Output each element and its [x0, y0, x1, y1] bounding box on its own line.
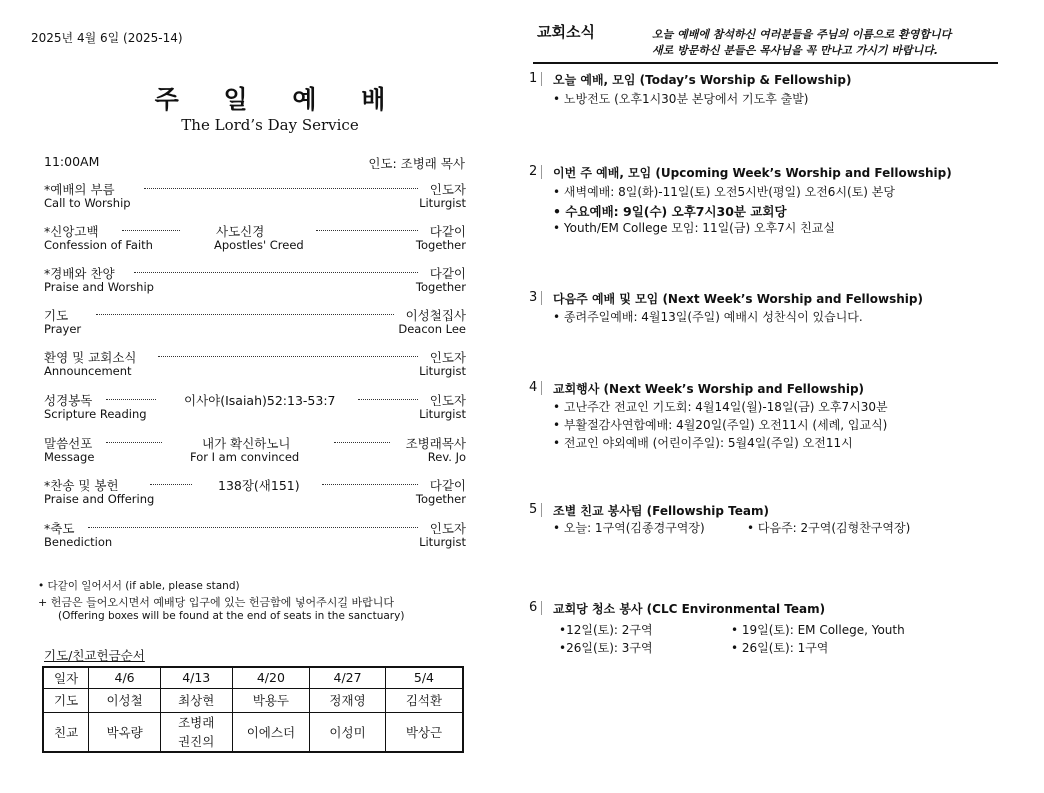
leader-dots [134, 272, 418, 273]
order-item-role-en: Liturgist [419, 407, 466, 421]
list-item: • 고난주간 전교인 기도회: 4월14일(월)-18일(금) 오후7시30분 [553, 400, 888, 414]
table-cell: 박상근 [385, 712, 463, 752]
order-item-center-ko: 이사야(Isaiah)52:13-53:7 [184, 393, 336, 408]
order-item-role-en: Together [415, 238, 466, 252]
order-item-label-ko: 성경봉독 [44, 393, 93, 408]
table-cell: 4/6 [89, 667, 161, 688]
order-item-label-ko: 말씀선포 [44, 436, 93, 451]
table-cell: 박용두 [232, 688, 310, 712]
order-item-label-en: Call to Worship [44, 196, 131, 210]
order-item-benediction [44, 519, 466, 553]
header-divider [533, 62, 998, 64]
section-title: 다음주 예배 및 모임 (Next Week’s Worship and Fellowship) [553, 292, 923, 306]
order-item-announcement [44, 348, 466, 382]
table-cell: 김석환 [385, 688, 463, 712]
order-item-role-en: Rev. Jo [427, 450, 466, 464]
list-item: • 종려주일예배: 4월13일(주일) 예배시 성찬식이 있습니다. [553, 310, 863, 324]
order-item-label-en: Announcement [44, 364, 132, 378]
table-header-row [43, 667, 463, 688]
order-item-role-ko: 이성철집사 [405, 308, 466, 323]
order-item-role-en: Liturgist [419, 535, 466, 549]
order-item-role-en: Deacon Lee [398, 322, 466, 336]
section-title: 교회당 청소 봉사 (CLC Environmental Team) [553, 602, 826, 616]
leader-dots [322, 484, 418, 485]
table-cell-line: 조병래 [178, 714, 215, 730]
order-item-label-ko: *경배와 찬양 [44, 266, 115, 281]
list-item: • Youth/EM College 모임: 11일(금) 오후7시 친교실 [553, 221, 835, 235]
leader-dots [106, 442, 162, 443]
list-item: •12일(토): 2구역 [559, 623, 653, 637]
order-item-role-en: Liturgist [419, 364, 466, 378]
table-cell: 4/20 [232, 667, 310, 688]
section-marker [541, 72, 542, 86]
order-item-label-en: Praise and Worship [44, 280, 154, 294]
table-cell: 정재영 [310, 688, 386, 712]
order-item-center-en: For I am convinced [190, 450, 300, 464]
table-cell: 이성미 [310, 712, 386, 752]
order-item-center-ko: 138장(새151) [218, 478, 300, 493]
leader-dots [122, 230, 180, 231]
leader-dots [106, 399, 156, 400]
offering-schedule-table [42, 666, 464, 753]
order-item-role-ko: 인도자 [429, 393, 466, 408]
order-item-praise-worship [44, 264, 466, 298]
bulletin-date: 2025년 4월 6일 (2025-14) [31, 31, 183, 45]
stand-note: • 다같이 일어서서 (if able, please stand) [38, 580, 240, 592]
order-item-role-ko: 인도자 [429, 350, 466, 365]
section-number: 1 [529, 71, 538, 86]
order-item-label-ko: 기도 [44, 308, 69, 323]
welcome-message: 오늘 예배에 참석하신 여러분들을 주님의 이름으로 환영합니다 [652, 28, 952, 41]
table-cell: 일자 [43, 667, 89, 688]
order-item-confession [44, 222, 466, 256]
leader-dots [144, 188, 418, 189]
table-cell: 이에스더 [232, 712, 310, 752]
order-item-label-en: Confession of Faith [44, 238, 153, 252]
offering-note-english: (Offering boxes will be found at the end of seats in the sanctuary) [58, 610, 405, 622]
section-number: 6 [529, 600, 538, 615]
section-marker [541, 291, 542, 305]
order-item-label-en: Message [44, 450, 95, 464]
leader-dots [158, 356, 418, 357]
order-item-role-ko: 다같이 [429, 478, 466, 493]
news-title: 교회소식 [537, 23, 595, 41]
order-item-label-ko: *축도 [44, 521, 75, 536]
table-cell: 박옥량 [89, 712, 161, 752]
order-item-call-to-worship [44, 180, 466, 214]
order-item-role-ko: 인도자 [429, 182, 466, 197]
order-item-label-ko: 환영 및 교회소식 [44, 350, 137, 365]
section-title: 이번 주 예배, 모임 (Upcoming Week’s Worship and Fellowship) [553, 166, 952, 180]
order-item-offering [44, 476, 466, 510]
table-cell: 4/27 [310, 667, 386, 688]
order-item-label-en: Benediction [44, 535, 113, 549]
order-item-role-ko: 다같이 [429, 224, 466, 239]
order-item-role-en: Together [415, 280, 466, 294]
section-number: 2 [529, 164, 538, 179]
section-marker [541, 503, 542, 517]
table-cell: 이성철 [89, 688, 161, 712]
order-item-center-ko: 내가 확신하노니 [202, 436, 291, 451]
table-row-fellowship [43, 712, 463, 752]
leader-dots [88, 527, 418, 528]
order-item-center-en: Apostles' Creed [214, 238, 304, 252]
section-number: 5 [529, 502, 538, 517]
service-leader: 인도: 조병래 목사 [368, 156, 465, 171]
leader-dots [316, 230, 418, 231]
leader-dots [358, 399, 418, 400]
list-item: • 26일(토): 1구역 [731, 641, 829, 655]
order-item-label-en: Prayer [44, 322, 82, 336]
section-title: 오늘 예배, 모임 (Today’s Worship & Fellowship) [553, 73, 852, 87]
table-cell: 5/4 [385, 667, 463, 688]
list-item: • 노방전도 (오후1시30분 본당에서 기도후 출발) [553, 92, 809, 106]
order-item-center-ko: 사도신경 [216, 224, 265, 239]
section-title: 조별 친교 봉사팀 (Fellowship Team) [553, 504, 769, 518]
order-item-role-en: Liturgist [419, 196, 466, 210]
order-item-label-ko: *예배의 부름 [44, 182, 115, 197]
order-item-prayer [44, 306, 466, 340]
section-number: 3 [529, 290, 538, 305]
list-item: • 다음주: 2구역(김형찬구역장) [747, 521, 911, 535]
list-item: • 전교인 야외예배 (어린이주일): 5월4일(주일) 오전11시 [553, 436, 853, 450]
order-item-role-ko: 다같이 [429, 266, 466, 281]
table-cell: 친교 [43, 712, 89, 752]
leader-dots [96, 314, 394, 315]
order-item-label-en: Scripture Reading [44, 407, 147, 421]
section-marker [541, 165, 542, 179]
leader-dots [150, 484, 192, 485]
order-item-scripture [44, 391, 466, 425]
offering-note: + 헌금은 들어오시면서 예배당 입구에 있는 헌금함에 넣어주시길 바랍니다 [38, 596, 394, 609]
section-title: 교회행사 (Next Week’s Worship and Fellowship) [553, 382, 865, 396]
list-item: • 19일(토): EM College, Youth [731, 623, 905, 637]
list-item: • 오늘: 1구역(김종경구역장) [553, 521, 705, 535]
offering-table-title: 기도/친교헌금순서 [44, 648, 145, 663]
leader-dots [334, 442, 390, 443]
service-time: 11:00AM [44, 154, 100, 169]
order-item-label-ko: *찬송 및 봉헌 [44, 478, 119, 493]
section-number: 4 [529, 380, 538, 395]
table-cell-line: 권진의 [178, 733, 215, 749]
table-row-prayer [43, 688, 463, 712]
list-item: •26일(토): 3구역 [559, 641, 653, 655]
order-item-role-ko: 조병래목사 [405, 436, 466, 451]
service-title-korean: 주 일 예 배 [154, 85, 404, 114]
list-item: • 새벽예배: 8일(화)-11일(토) 오전5시반(평일) 오전6시(토) 본당 [553, 185, 895, 199]
table-cell [160, 712, 232, 752]
order-item-label-ko: *신앙고백 [44, 224, 99, 239]
service-title-english: The Lord’s Day Service [181, 116, 359, 134]
table-cell: 기도 [43, 688, 89, 712]
order-item-label-en: Praise and Offering [44, 492, 155, 506]
list-item: • 부활절감사연합예배: 4월20일(주일) 오전11시 (세례, 입교식) [553, 418, 888, 432]
section-marker [541, 601, 542, 615]
order-item-role-en: Together [415, 492, 466, 506]
table-cell: 최상현 [160, 688, 232, 712]
list-item: • 수요예배: 9일(수) 오후7시30분 교회당 [553, 204, 787, 219]
order-item-role-ko: 인도자 [429, 521, 466, 536]
visitor-message: 새로 방문하신 분들은 목사님을 꼭 만나고 가시기 바랍니다. [652, 44, 939, 57]
section-marker [541, 381, 542, 395]
table-cell: 4/13 [160, 667, 232, 688]
order-item-message [44, 434, 466, 468]
